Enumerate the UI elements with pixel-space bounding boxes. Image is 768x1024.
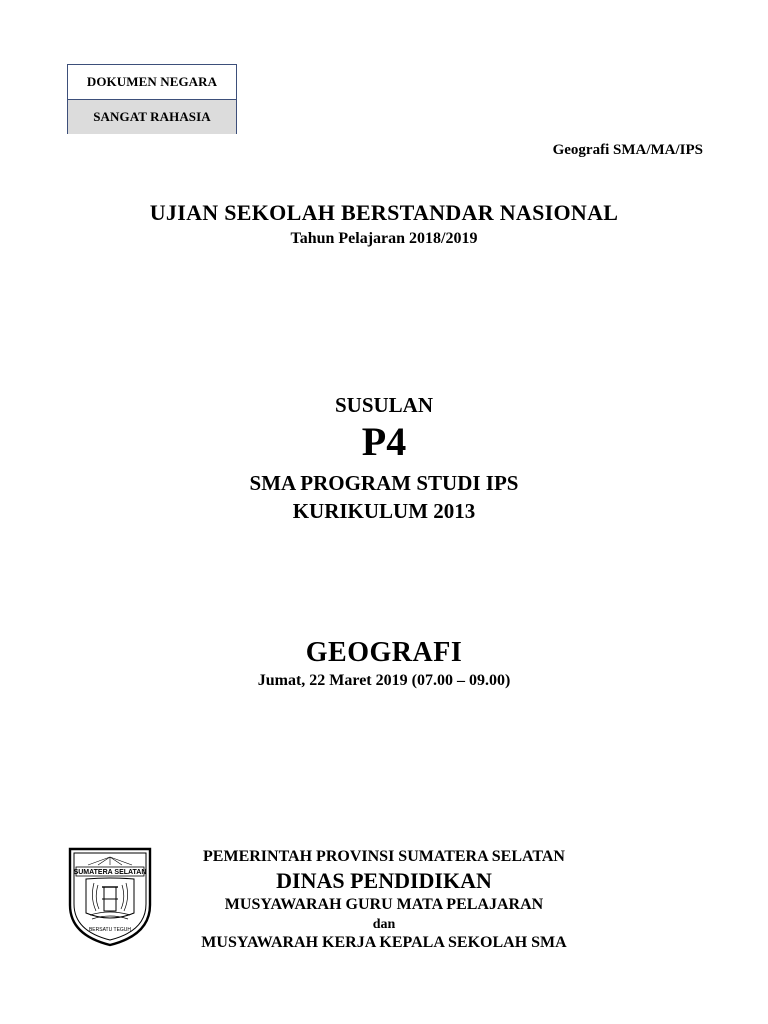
- issuer-forum-principals: MUSYAWARAH KERJA KEPALA SEKOLAH SMA: [201, 934, 567, 951]
- emblem-bottom-text: BERSATU TEGUH: [88, 927, 132, 933]
- program-label: SMA PROGRAM STUDI IPS: [249, 471, 519, 495]
- session-label: SUSULAN: [334, 393, 434, 417]
- classification-bottom-label: SANGAT RAHASIA: [68, 100, 236, 134]
- packet-code: P4: [361, 419, 407, 464]
- exam-date: Jumat, 22 Maret 2019 (07.00 – 09.00): [257, 672, 511, 689]
- curriculum-label: KURIKULUM 2013: [292, 499, 476, 523]
- emblem-top-text: SUMATERA SELATAN: [73, 869, 147, 876]
- issuer-forum-teachers: MUSYAWARAH GURU MATA PELAJARAN: [224, 896, 544, 913]
- subject-code: Geografi SMA/MA/IPS: [552, 142, 703, 158]
- exam-title: UJIAN SEKOLAH BERSTANDAR NASIONAL: [149, 200, 619, 225]
- issuer-conjunction: dan: [372, 917, 396, 932]
- issuer-department: DINAS PENDIDIKAN: [276, 868, 492, 893]
- issuer-government: PEMERINTAH PROVINSI SUMATERA SELATAN: [203, 848, 565, 865]
- subject-title: GEOGRAFI: [305, 637, 463, 668]
- classification-top-label: DOKUMEN NEGARA: [68, 65, 236, 100]
- exam-year: Tahun Pelajaran 2018/2019: [290, 230, 478, 247]
- classification-box: [67, 64, 237, 134]
